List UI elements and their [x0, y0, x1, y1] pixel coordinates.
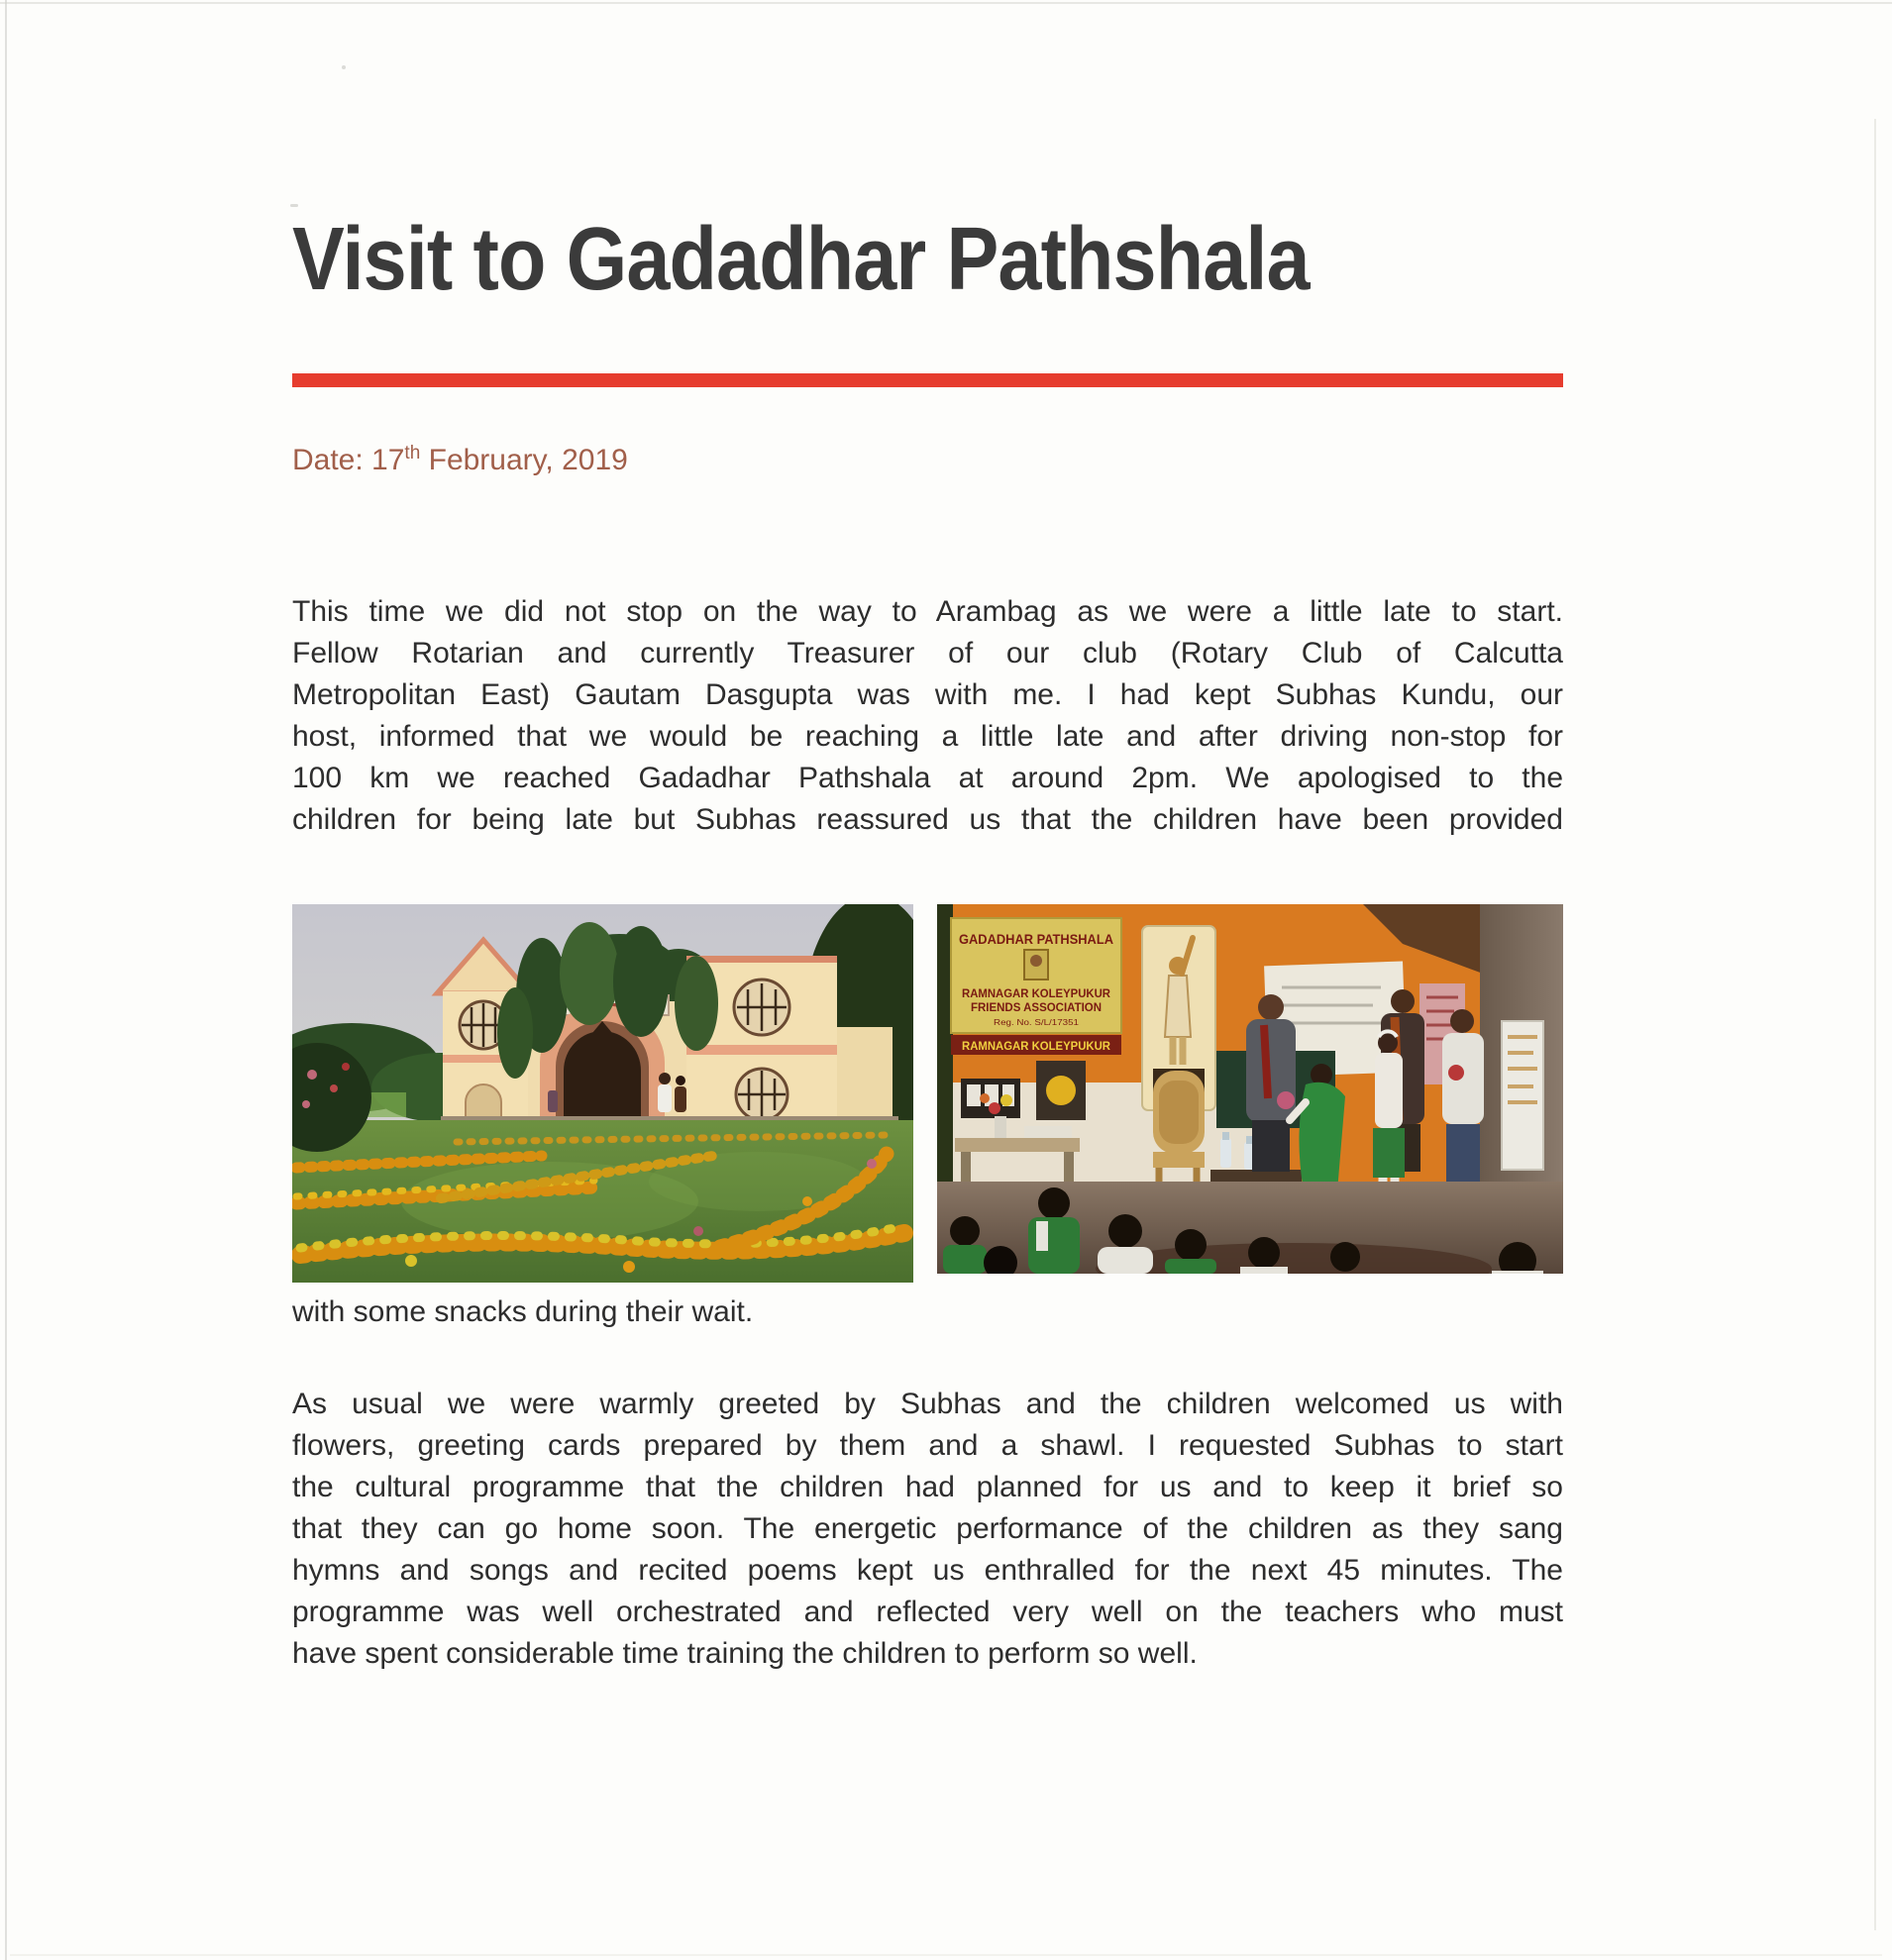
- banner-line3: Reg. No. S/L/17351: [994, 1018, 1080, 1027]
- text-line: programme was well orchestrated and reflected very well on the teachers who must: [292, 1596, 1563, 1628]
- photo-classroom: [937, 904, 1563, 1274]
- text-line: that they can go home soon. The energetic performance of the children as they sang: [292, 1512, 1563, 1545]
- text-line: host, informed that we would be reaching a little late and after driving non-stop for: [292, 720, 1563, 753]
- banner-title: GADADHAR PATHSHALA: [959, 931, 1113, 947]
- text-line: As usual we were warmly greeted by Subhas and the children welcomed us with: [292, 1388, 1563, 1420]
- photo-caption: with some snacks during their wait.: [292, 1295, 754, 1328]
- banner-strip: RAMNAGAR KOLEYPUKUR: [962, 1039, 1111, 1053]
- date-prefix: Date: 17: [292, 444, 405, 476]
- text-line: hymns and songs and recited poems kept us enthralled for the next 45 minutes. The: [292, 1554, 1563, 1587]
- paragraph-2: [292, 1384, 1563, 1675]
- banner-line1: RAMNAGAR KOLEYPUKUR: [962, 986, 1111, 1000]
- date-line: [292, 439, 1563, 482]
- red-divider: [292, 373, 1563, 387]
- text-line: have spent considerable time training the children to perform so well.: [292, 1637, 1198, 1670]
- text-line: Fellow Rotarian and currently Treasurer of our club (Rotary Club of Calcutta: [292, 637, 1563, 670]
- paragraph-1: [292, 591, 1563, 841]
- date-ordinal-suffix: th: [404, 443, 421, 464]
- photo-school-garden: [292, 904, 913, 1283]
- text-line: Metropolitan East) Gautam Dasgupta was with me. I had kept Subhas Kundu, our: [292, 678, 1563, 711]
- text-line: 100 km we reached Gadadhar Pathshala at around 2pm. We apologised to the: [292, 762, 1563, 794]
- text-line: flowers, greeting cards prepared by them and a shawl. I requested Subhas to start: [292, 1429, 1563, 1462]
- page-title: Visit to Gadadhar Pathshala: [292, 210, 1310, 309]
- text-line: children for being late but Subhas reassured us that the children have been provided: [292, 803, 1563, 836]
- banner-line2: FRIENDS ASSOCIATION: [971, 1000, 1102, 1014]
- date-rest: February, 2019: [420, 444, 628, 476]
- text-line: the cultural programme that the children had planned for us and to keep it brief so: [292, 1471, 1563, 1503]
- text-line: This time we did not stop on the way to Arambag as we were a little late to start.: [292, 595, 1563, 628]
- photo-row: [292, 904, 1563, 1283]
